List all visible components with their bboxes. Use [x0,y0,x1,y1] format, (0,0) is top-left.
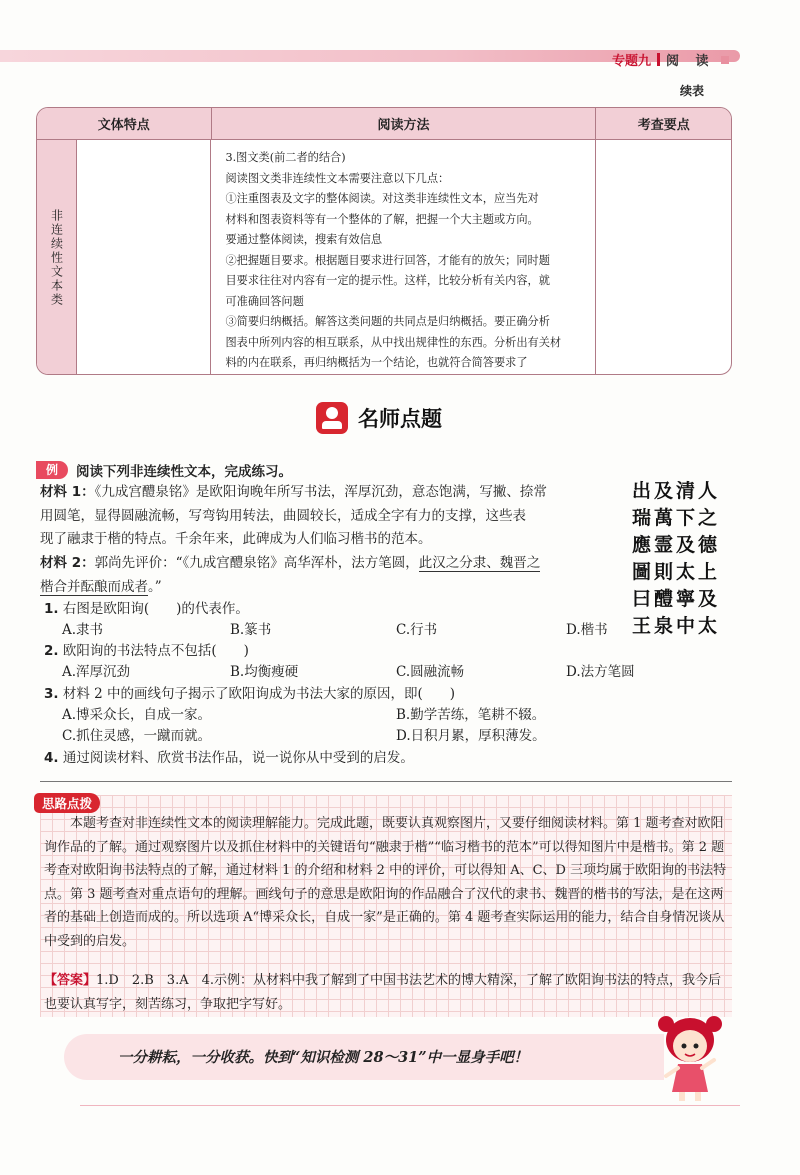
method-table [36,107,732,375]
material-1-label: 材料 1： [40,484,95,500]
material-1 [40,481,620,552]
row-label [37,140,77,375]
topic-subject: 阅 读 [666,54,715,69]
option-a: A.浑厚沉劲 [62,664,131,680]
question-stem: 材料 2 中的画线句子揭示了欧阳询成为书法大家的原因，即( ) [62,686,456,702]
answer-text: 1.D 2.B 3.A 4.示例：从材料中我了解到了中国书法艺术的博大精深，了解了欧阳询书法的特点，我今后也要认真写字，刻苦练习，争取把字写好。 [44,973,721,1012]
calligraphy-char: 霊 [654,534,674,556]
method-line: 3.图文类(前二者的结合) [225,151,346,164]
underlined-sentence: 此汉之分隶、魏晋之 [418,555,541,571]
analysis-tag: 思路点拨 [34,793,100,813]
calligraphy-char: 泉 [654,615,674,637]
option-b: B.均衡瘦硬 [230,664,299,680]
calligraphy-image [632,478,717,639]
calligraphy-char: 曰 [632,588,652,610]
calligraphy-column [676,478,695,639]
question-number: 1. [44,601,59,617]
question-stem: 右图是欧阳询( )的代表作。 [62,601,249,617]
calligraphy-char: 應 [632,534,652,556]
question-1 [44,597,249,617]
method-line: 图表中所列内容的相互联系，从中找出规律性的东西。分析出有关材 [225,335,562,349]
table-header-cell: 阅读方法 [212,108,597,139]
material-line: 现了融隶于楷的特点。千余年来，此碑成为人们临习楷书的范本。 [40,531,432,547]
divider-bar [657,53,660,66]
option-a: A.隶书 [62,622,104,638]
answer [44,969,730,1016]
continued-label: 续表 [680,84,705,98]
calligraphy-char: 上 [698,561,718,583]
table-header-cell: 文体特点 [37,108,212,139]
option-d: D.法方笔圆 [566,664,635,680]
method-line: 要通过整体阅读，搜索有效信息 [225,233,383,246]
method-line: 阅读图文类非连续性文本需要注意以下几点： [225,171,450,185]
example-instruction: 阅读下列非连续性文本，完成练习。 [76,464,293,480]
calligraphy-column [632,478,651,639]
method-line: 材料和图表资料等有一个整体的了解，把握一个大主题或方向。 [225,212,539,226]
table-cell-empty [596,140,731,375]
square-icon [721,56,729,64]
example-heading [36,460,292,480]
calligraphy-char: 及 [654,480,674,502]
calligraphy-char: 王 [632,615,652,637]
option-c: C.行书 [396,622,438,638]
calligraphy-char: 出 [632,480,652,502]
example-tag: 例 [36,461,68,479]
calligraphy-char: 太 [676,561,696,583]
material-2-text: 郭尚先评价：“《九成宫醴泉铭》高华浑朴，法方笔圆， [94,555,419,571]
calligraphy-char: 人 [698,480,718,502]
question-2 [44,639,249,659]
table-header-cell: 考查要点 [637,118,690,133]
teacher-icon [316,402,348,434]
calligraphy-char: 之 [698,507,718,529]
question-number: 2. [44,643,59,659]
option-d: D.楷书 [566,622,608,638]
section-title [316,402,442,434]
calligraphy-char: 寧 [676,588,696,610]
calligraphy-char: 瑞 [632,507,652,529]
option-d: D.日积月累，厚积薄发。 [396,728,546,744]
calligraphy-char: 太 [698,615,718,637]
calligraphy-char: 德 [698,534,718,556]
divider-line [40,781,732,782]
material-line: 《九成宫醴泉铭》是欧阳询晚年所写书法，浑厚沉劲，意态饱满，写撇、捺常 [94,484,547,500]
answer-label: 【答案】 [44,973,97,988]
table-row [37,140,731,375]
cartoon-girl-icon [652,1010,728,1102]
question-stem: 通过阅读材料、欣赏书法作品，说一说你从中受到的启发。 [62,750,414,766]
topic-number: 专题九 [612,54,652,69]
calligraphy-char: 中 [676,615,696,637]
calligraphy-char: 下 [676,507,696,529]
table-cell-empty [77,140,212,375]
table-header [37,108,731,140]
material-2-end: 。” [148,578,162,595]
option-a: A.博采众长，自成一家。 [62,707,212,723]
method-line: 目要求往往对内容有一定的提示性。这样，比较分析有关内容，就 [225,274,550,287]
method-line: ③简要归纳概括。解答这类问题的共同点是归纳概括。要正确分析 [225,315,550,328]
method-line: 可准确回答问题 [225,294,304,308]
calligraphy-column [698,478,717,639]
bottom-line [80,1105,740,1106]
material-2-label: 材料 2： [40,555,95,571]
method-line: ①注重图表及文字的整体阅读。对这类非连续性文本，应当先对 [225,192,539,205]
motto-text: 一分耕耘，一分收获。快到“知识检测 28～31”中一显身手吧！ [118,1049,529,1066]
calligraphy-char: 萬 [654,507,674,529]
question-number: 4. [44,750,59,766]
calligraphy-char: 醴 [654,588,674,610]
calligraphy-char: 清 [676,480,696,502]
underlined-sentence: 楷合并酝酿而成者 [40,578,148,595]
method-line: ②把握题目要求。根据题目要求进行回答，才能有的放矢；同时题 [225,253,550,267]
calligraphy-char: 及 [698,588,718,610]
calligraphy-char: 則 [654,561,674,583]
material-line: 用圆笔，显得圆融流畅，写弯钩用转法，曲圆较长，适成全字有力的支撑，这些表 [40,507,526,524]
question-3 [44,682,455,702]
section-title-text: 名师点题 [358,407,442,431]
question-4 [44,746,414,766]
topic-header [612,50,729,69]
method-line: 料的内在联系，再归纳概括为一个结论，也就符合简答要求了 [225,356,528,369]
calligraphy-char: 及 [676,534,696,556]
option-c: C.圆融流畅 [396,664,465,680]
question-stem: 欧阳询的书法特点不包括( ) [62,643,249,659]
calligraphy-column [654,478,673,639]
option-c: C.抓住灵感，一蹴而就。 [62,728,212,744]
calligraphy-char: 圖 [632,561,652,583]
option-b: B.篆书 [230,622,272,638]
row-label-text: 非连续性文本类 [49,209,64,307]
analysis-text: 本题考查对非连续性文本的阅读理解能力。完成此题，既要认真观察图片，又要仔细阅读材料。第 1 题考查对欧阳询作品的了解。通过观察图片以及抓住材料中的关键语句“融隶于楷”“临习楷书的范本”可以得知图片中是楷书。第 2 题考查对欧阳询书法特点的了解，通过材料 1 的介绍和材料 2 中的评价，可以得知 A、C、D 三项均属于欧阳询的书法特点。第 3 题考查对重点语句的理解。画线句子的意思是欧阳询的作品融合了汉代的隶书、魏晋的楷书的写法，是在这两者的基础上创造而成的。所以选项 A“博采众长，自成一家”是正确的。第 4 题考查实际运用的能力，结合自身情况谈从中受到的启发。 [44,816,727,949]
material-2 [40,552,620,599]
question-number: 3. [44,686,59,702]
method-cell [211,140,596,375]
option-b: B.勤学苦练，笔耕不辍。 [396,707,546,723]
